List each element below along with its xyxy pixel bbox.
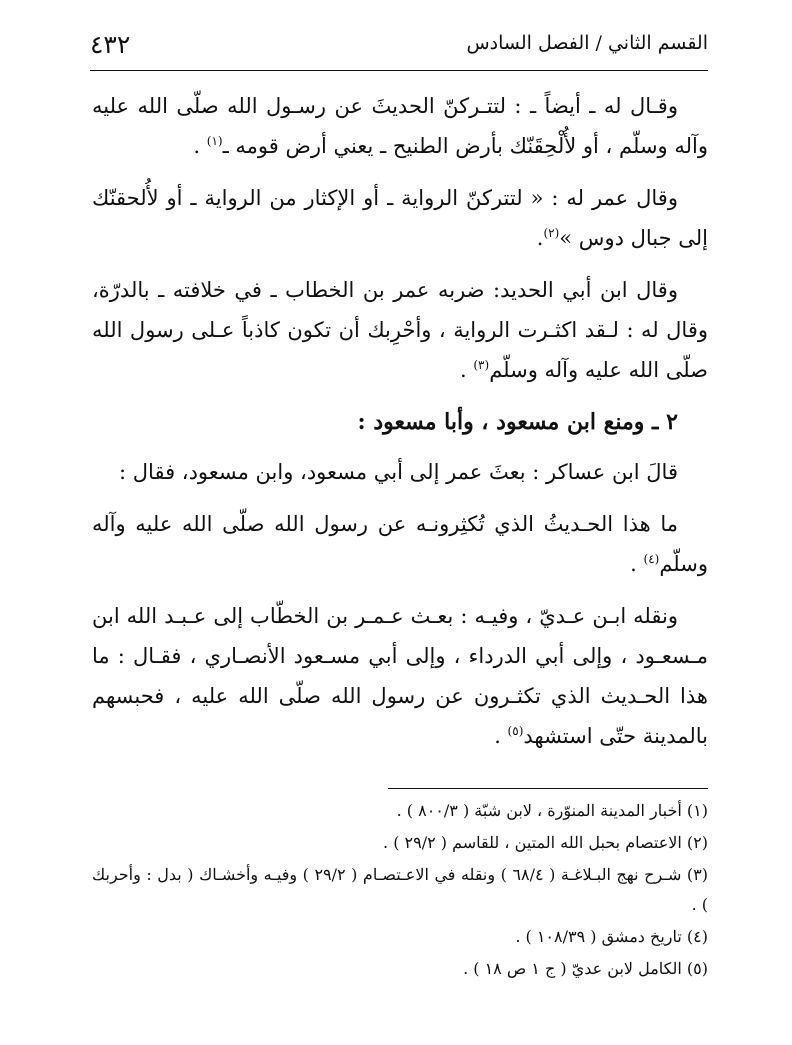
footnote-3: (٣) شـرح نهج البـلاغـة ( ٦٨/٤ ) ونقله في الاعـتصـام ( ٢٩/٢ ) وفيـه وأخشـاك ( بدل : وأحربك ) . (92, 865, 708, 914)
footnote-4: (٤) تاريخ دمشق ( ١٠٨/٣٩ ) . (515, 927, 708, 946)
footnote-1: (١) أخبار المدينة المنوّرة ، لابن شبّة ( ٨٠٠/٣ ) . (396, 801, 708, 820)
paragraph-end: . (494, 724, 508, 748)
footnote-ref-4: (٤) (643, 552, 660, 566)
paragraph-end: . (630, 552, 644, 576)
paragraph-2 (92, 178, 708, 258)
main-text (92, 86, 708, 768)
footnotes (92, 796, 708, 986)
footnote-ref-1: (١) (206, 134, 223, 148)
running-head: القسم الثاني / الفصل السادس (466, 32, 708, 54)
paragraph-1 (92, 86, 708, 166)
section-heading: ٢ ـ ومنع ابن مسعود ، وأبا مسعود : (357, 409, 678, 435)
paragraph-text: ونقله ابـن عـديّ ، وفيـه : بعـث عـمـر بن الخطّاب إلى عـبـد الله ابن مـسعـود ، وإلى أبي الدرداء ، وإلى أبي مسـعود الأنصـاري ، فقـال : ما هذا الحـديث الذي تكثـرون عن رسول الله صلّى الله عليه ، فحبسهم بالمدينة حتّى استشهد (92, 604, 708, 748)
header-rule (90, 70, 708, 71)
page-header (90, 22, 708, 70)
paragraph-end: . (193, 134, 207, 158)
page-number: ٤٣٢ (90, 30, 131, 59)
footnote-ref-2: (٢) (543, 226, 560, 240)
footnote-rule (388, 788, 708, 789)
paragraph-text: وقـال له ـ أيضاً ـ : لتتـركنّ الحديثَ عن رسـول الله صلّى الله عليه وآله وسلّم ، أو لأُلْحِقَنّك بأرض الطنيح ـ يعني أرض قومه ـ (92, 94, 708, 158)
footnote-ref-5: (٥) (507, 724, 524, 738)
footnote-ref-3: (٣) (473, 358, 490, 372)
paragraph-4 (92, 452, 708, 492)
paragraph-3 (92, 270, 708, 390)
paragraph-text: وقال عمر له : « لتتركنّ الرواية ـ أو الإكثار من الرواية ـ أو لأُلحقنّك إلى جبال دوس » (92, 186, 708, 250)
paragraph-5 (92, 504, 708, 584)
paragraph-text: وقال ابن أبي الحديد: ضربه عمر بن الخطاب ـ في خلافته ـ بالدرّة، وقال له : لـقد اكثـرت الرواية ، وأحْرِبك أن تكون كاذباً عـلى رسول الله صلّى الله عليه وآله وسلّم (92, 278, 708, 382)
paragraph-end: . (460, 358, 474, 382)
paragraph-text: ما هذا الحـديثُ الذي تُكثِرونـه عن رسول الله صلّى الله عليه وآله وسلّم (92, 512, 708, 576)
paragraph-6 (92, 596, 708, 756)
footnote-2: (٢) الاعتصام بحبل الله المتين ، للقاسم ( ٢٩/٢ ) . (383, 833, 708, 852)
paragraph-end: . (536, 226, 544, 250)
footnote-5: (٥) الكامل لابن عديّ ( ج ١ ص ١٨ ) . (463, 959, 708, 978)
paragraph-text: قالَ ابن عساكر : بعثَ عمر إلى أبي مسعود، وابن مسعود، فقال : (119, 460, 678, 484)
